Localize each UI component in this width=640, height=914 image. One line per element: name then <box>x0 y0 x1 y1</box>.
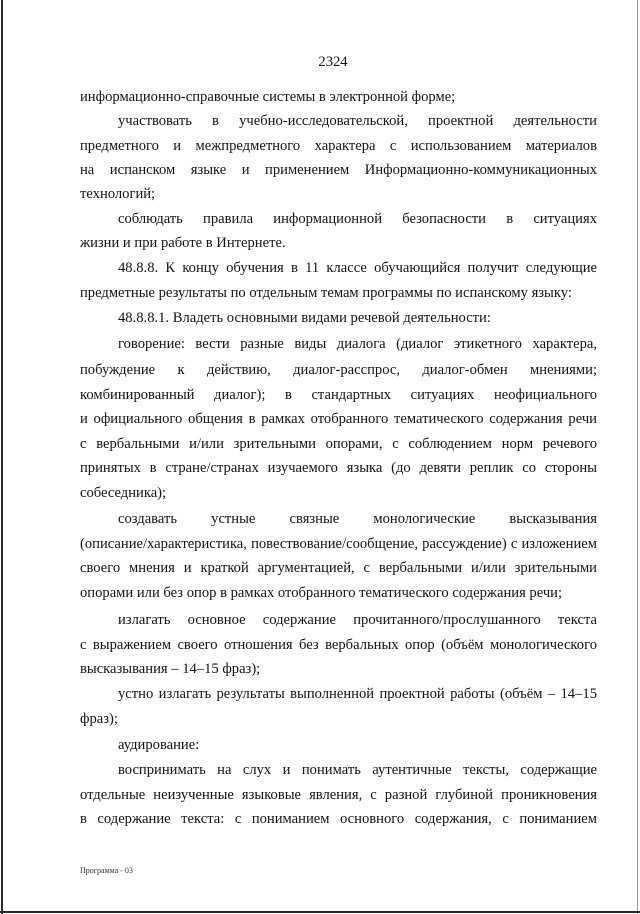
text-line: на испанском языке и применением Информационно-коммуникационных <box>80 162 597 178</box>
text-line: комбинированный диалог); в стандартных ситуациях неофициального <box>80 387 597 403</box>
text-line: 48.8.8. К концу обучения в 11 классе обучающийся получит следующие <box>118 260 597 276</box>
text-line: с вербальными и/или зрительными опорами, с соблюдением норм речевого <box>80 436 597 452</box>
text-line: высказывания – 14–15 фраз); <box>80 661 261 677</box>
footer-code: Программа - 03 <box>80 866 133 875</box>
text-line: предметного и межпредметного характера с использованием материалов <box>80 138 597 154</box>
text-line: с выражением своего отношения без вербальных опор (объём монологического <box>80 637 597 653</box>
text-line: участвовать в учебно-исследовательской, проектной деятельности <box>118 113 597 129</box>
text-line: аудирование: <box>118 737 200 753</box>
text-line: в содержание текста: с пониманием основного содержания, с пониманием <box>80 811 597 827</box>
text-line: воспринимать на слух и понимать аутентичные тексты, содержащие <box>118 762 597 778</box>
page-number: 2324 <box>318 54 348 70</box>
text-line: фраз); <box>80 711 118 727</box>
scan-edge-right <box>637 0 638 914</box>
text-line: и официального общения в рамках отобранного тематического содержания речи <box>80 411 597 427</box>
text-line: информационно-справочные системы в электронной форме; <box>80 89 456 105</box>
text-line: 48.8.8.1. Владеть основными видами речевой деятельности: <box>118 310 491 326</box>
text-line: устно излагать результаты выполненной проектной работы (объём – 14–15 <box>118 686 597 702</box>
text-line: опорами или без опор в рамках отобранного тематического содержания речи; <box>80 585 563 601</box>
scan-edge-bottom <box>0 911 640 913</box>
text-line: своего мнения и краткой аргументацией, с вербальными и/или зрительными <box>80 560 597 576</box>
scan-edge-left <box>1 0 3 914</box>
text-line: соблюдать правила информационной безопасности в ситуациях <box>118 211 597 227</box>
text-line: жизни и при работе в Интернете. <box>80 235 286 251</box>
text-line: говорение: вести разные виды диалога (диалог этикетного характера, <box>118 336 597 352</box>
text-line: собеседника); <box>80 485 167 501</box>
text-line: излагать основное содержание прочитанного/прослушанного текста <box>118 612 597 628</box>
text-line: (описание/характеристика, повествование/сообщение, рассуждение) с изложением <box>80 536 597 552</box>
text-line: технологий; <box>80 186 156 202</box>
text-line: создавать устные связные монологические высказывания <box>118 511 597 527</box>
text-line: предметные результаты по отдельным темам программы по испанскому языку: <box>80 285 572 301</box>
text-line: побуждение к действию, диалог-расспрос, диалог-обмен мнениями; <box>80 362 597 378</box>
text-line: принятых в стране/странах изучаемого языка (до девяти реплик со стороны <box>80 460 597 476</box>
text-line: отдельные неизученные языковые явления, с разной глубиной проникновения <box>80 787 597 803</box>
